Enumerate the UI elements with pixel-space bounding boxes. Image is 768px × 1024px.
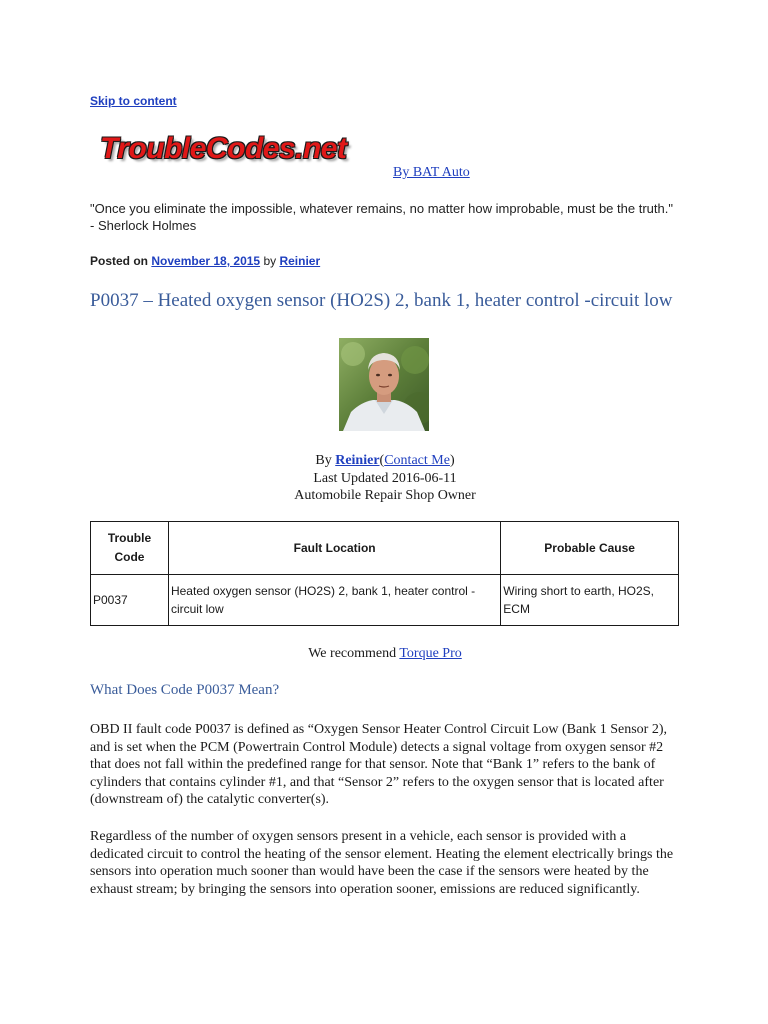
cell-fault-location: Heated oxygen sensor (HO2S) 2, bank 1, heater control -circuit low xyxy=(168,575,500,626)
author-portrait-image xyxy=(339,338,429,431)
post-meta xyxy=(90,254,320,268)
post-date-link[interactable]: November 18, 2015 xyxy=(151,254,261,268)
contact-me-link[interactable]: Contact Me xyxy=(384,453,450,468)
paragraph-2: Regardless of the number of oxygen sensors present in a vehicle, each sensor is provided with a dedicated circuit to control the heating of the sensor element. Heating the element electrically brings the sensors into operation much sooner than would have been the case if the sensors were heated by the exhaust stream; by bringing the sensors into operation sooner, emissions are reduced significantly. xyxy=(90,829,674,897)
site-logo[interactable]: TroubleCodes.net xyxy=(100,132,347,165)
author-box xyxy=(90,452,680,505)
close-paren: ) xyxy=(449,453,455,468)
author-role: Automobile Repair Shop Owner xyxy=(294,488,476,503)
column-header-probable-cause: Probable Cause xyxy=(501,522,679,575)
section-heading: What Does Code P0037 Mean? xyxy=(90,682,280,698)
recommend-prefix: We recommend xyxy=(308,646,397,661)
recommendation xyxy=(90,646,680,662)
by-label: by xyxy=(263,254,277,268)
last-updated: Last Updated 2016-06-11 xyxy=(313,470,457,486)
table-header-row xyxy=(91,522,679,575)
author-line xyxy=(90,452,680,470)
skip-to-content-link[interactable]: Skip to content xyxy=(90,94,177,108)
cell-trouble-code: P0037 xyxy=(91,575,169,626)
open-paren: ( xyxy=(379,453,385,468)
trouble-code-table xyxy=(90,521,679,626)
column-header-fault-location: Fault Location xyxy=(168,522,500,575)
author-name-link[interactable]: Reinier xyxy=(335,453,380,468)
column-header-trouble-code: Trouble Code xyxy=(91,522,169,575)
torque-pro-link[interactable]: Torque Pro xyxy=(399,646,462,661)
posted-on-label: Posted on xyxy=(90,254,149,268)
paragraph-1: OBD II fault code P0037 is defined as “Oxygen Sensor Heater Control Circuit Low (Bank 1 Sensor 2), and is set when the PCM (Powertrain Control Module) detects a signal voltage from oxygen sensor #2 that does not fall within the predefined range for that sensor. Note that “Bank 1” refers to the bank of cylinders that contains cylinder #1, and that “Sensor 2” refers to the oxygen sensor that is located after (downstream of) the catalytic converter(s). xyxy=(90,722,667,808)
author-by-label: By xyxy=(315,453,332,468)
post-author-link[interactable]: Reinier xyxy=(279,254,321,268)
site-quote: "Once you eliminate the impossible, whatever remains, no matter how improbable, must be the truth." - Sherlock Holmes xyxy=(90,201,673,233)
author-photo xyxy=(339,338,429,431)
cell-probable-cause: Wiring short to earth, HO2S, ECM xyxy=(501,575,679,626)
brand-row xyxy=(100,132,680,182)
article-title: P0037 – Heated oxygen sensor (HO2S) 2, bank 1, heater control -circuit low xyxy=(90,290,673,311)
by-bat-auto-link[interactable]: By BAT Auto xyxy=(393,165,470,180)
table-row xyxy=(91,575,679,626)
